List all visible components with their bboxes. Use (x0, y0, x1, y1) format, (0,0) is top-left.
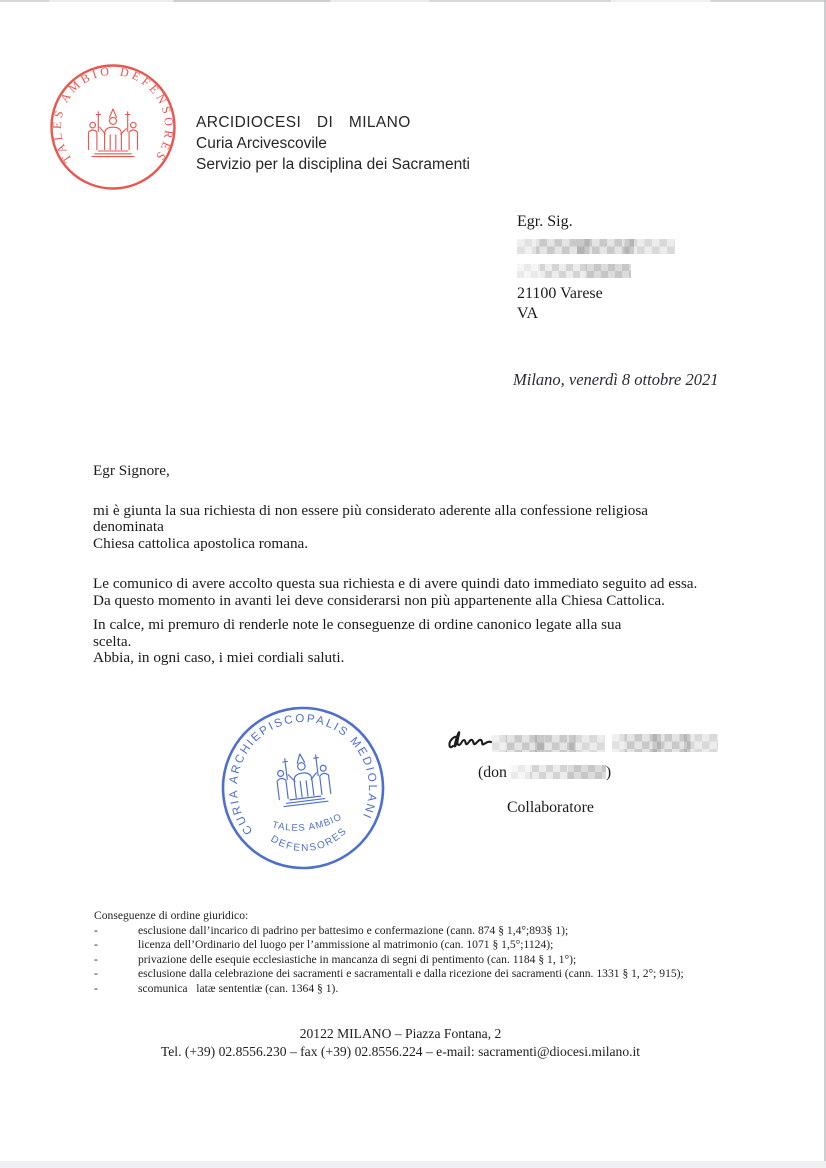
paragraph-3 (93, 617, 765, 667)
footnote-item (94, 967, 754, 982)
footnote-text: esclusione dall’incarico di padrino per battesimo e confermazione (cann. 874 § 1,4°;893§ 1); (138, 923, 569, 937)
svg-text:CURIA ARCHIEPISCOPALIS MEDIOLA (218, 703, 383, 839)
archdiocese-red-seal-icon (48, 62, 178, 192)
footnote-text: licenza dell’Ordinario del luogo per l’ammissione al matrimonio (can. 1071 § 1,5°;1124); (138, 938, 554, 952)
redacted-printed-name (511, 765, 606, 779)
redacted-recipient-name (517, 239, 675, 254)
organization-name: ARCIDIOCESI DI MILANO (196, 114, 411, 131)
footnote-text: privazione delle esequie ecclesiastiche in mancanza di segni di pentimento (can. 1184 § 1, 1°); (138, 952, 577, 966)
redacted-signature-part-2 (612, 734, 718, 752)
body-line: mi è giunta la sua richiesta di non essere più considerato aderente alla confessione religiosa (93, 501, 648, 519)
blue-stamp-inner-text-2: DEFENSORES (268, 825, 350, 855)
paragraph-2 (93, 576, 765, 609)
footnote-bullet: - (94, 981, 98, 995)
dateline: Milano, venerdì 8 ottobre 2021 (513, 370, 719, 389)
footnote-item (94, 924, 754, 939)
letter-footer (0, 1025, 801, 1060)
curia-blue-stamp-icon (208, 693, 397, 882)
printed-name-open: (don (478, 764, 507, 781)
red-seal-motto: TALES AMBIO DEFENSORES (49, 63, 177, 166)
recipient-postal-city: 21100 Varese (517, 285, 603, 302)
footnote-bullet: - (94, 967, 98, 981)
recipient-province: VA (517, 305, 539, 322)
organization-dept-1: Curia Arcivescovile (196, 135, 327, 152)
organization-dept-2: Servizio per la disciplina dei Sacramenti (196, 156, 470, 173)
body-line: Da questo momento in avanti lei deve considerarsi non più appartenente alla Chiesa Cattolica. (93, 591, 665, 609)
footnote-bullet: - (94, 923, 98, 937)
paragraph-1 (93, 503, 765, 553)
blue-stamp-ring-text: CURIA ARCHIEPISCOPALIS MEDIOLANI (226, 711, 380, 838)
signer-role: Collaboratore (507, 799, 594, 816)
footnote-bullet: - (94, 938, 98, 952)
footnote-item (94, 982, 754, 997)
body-line: scelta. (93, 632, 132, 650)
redacted-signature-part-1 (492, 735, 605, 752)
redacted-recipient-street (517, 264, 631, 278)
printed-name-close: ) (605, 764, 612, 781)
printed-signer-name (478, 764, 611, 782)
blue-stamp-inner-text-1: TALES AMBIO (271, 811, 345, 834)
footnote-text: esclusione dalla celebrazione dei sacramenti e sacramentali e dalla ricezione dei sacramenti (cann. 1331 § 1, 2°; 915); (138, 967, 684, 981)
body-line: Le comunico di avere accolto questa sua richiesta e di avere quindi dato immediato seguito ad essa. (93, 575, 698, 592)
footnote-item (94, 938, 754, 953)
footnotes-block (94, 909, 754, 997)
footnote-bullet: - (94, 952, 98, 966)
footnote-text: scomunica latæ sententiæ (can. 1364 § 1). (138, 981, 339, 995)
scan-bottom-edge-artifact (0, 1161, 826, 1168)
body-line: Chiesa cattolica apostolica romana. (93, 534, 309, 552)
recipient-address-block (517, 212, 675, 324)
body-line: denominata (93, 518, 164, 535)
scan-top-edge-artifact (0, 0, 826, 2)
svg-text:TALES AMBIO DEFENSORES (50, 64, 176, 166)
body-line: In calce, mi premuro di renderle note le conseguenze di ordine canonico legate alla sua (93, 616, 622, 633)
body-line: Abbia, in ogni caso, i miei cordiali saluti. (93, 649, 345, 666)
footer-address: 20122 MILANO – Piazza Fontana, 2 (299, 1026, 502, 1041)
footnotes-heading: Conseguenze di ordine giuridico: (94, 909, 249, 922)
letterhead (196, 112, 470, 175)
recipient-title: Egr. Sig. (517, 213, 573, 230)
salutation: Egr Signore, (93, 462, 170, 479)
footer-contacts: Tel. (+39) 02.8556.230 – fax (+39) 02.8556.224 – e-mail: sacramenti@diocesi.milano.it (160, 1043, 641, 1059)
handwritten-don-signature (446, 726, 494, 756)
letter-body (93, 463, 765, 667)
footnote-item (94, 953, 754, 968)
